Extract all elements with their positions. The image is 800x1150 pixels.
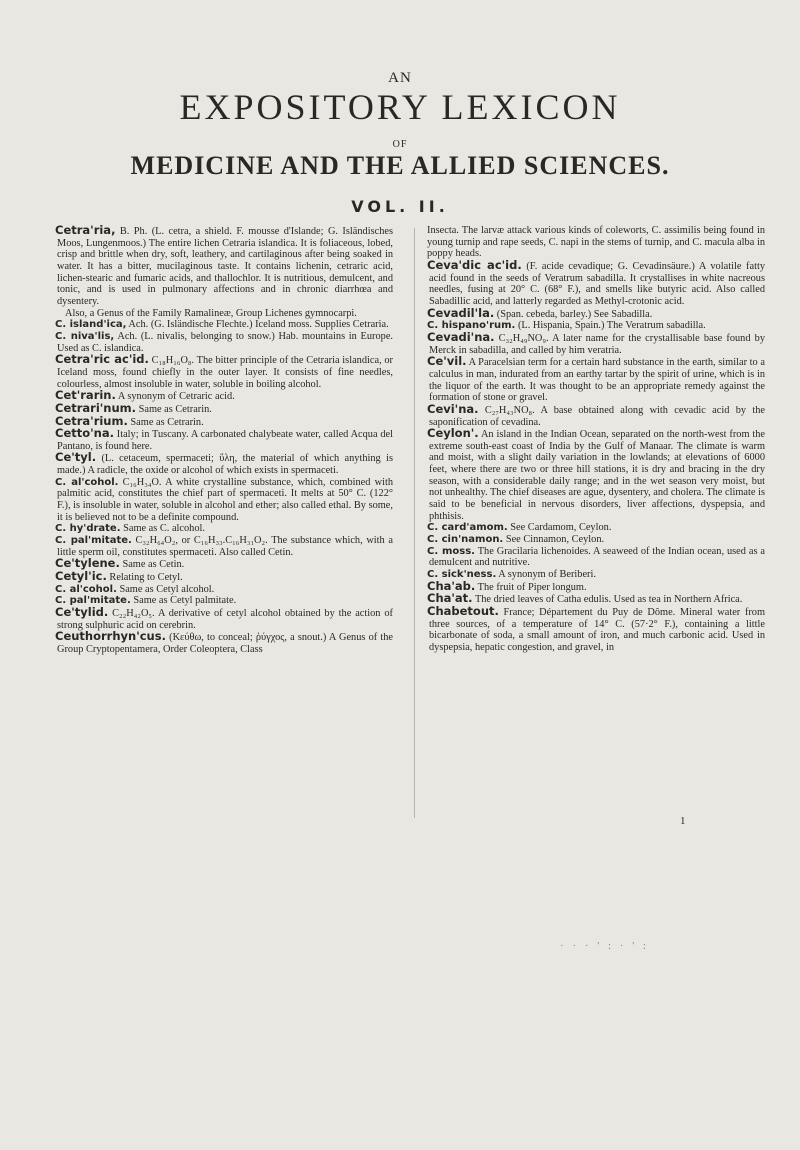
dictionary-entry xyxy=(427,225,765,260)
header-of: OF xyxy=(392,139,408,150)
entry-text: C₃₂H₄₉NO₉. A later name for the crystallisable base found by Merck in sabadilla, and called by him veratria. xyxy=(429,332,765,356)
entry-text: A synonym of Cetraric acid. xyxy=(115,391,235,403)
entry-headword: Cevi'na. xyxy=(427,401,479,416)
dictionary-entry xyxy=(427,356,765,404)
entry-subheadword: C. cin'namon. xyxy=(427,534,504,546)
entry-text: The Gracilaria lichenoides. A seaweed of the Indian ocean, used as a demulcent and nutritive. xyxy=(429,545,765,569)
dictionary-entry xyxy=(55,607,393,631)
header-an: AN xyxy=(388,70,412,86)
entry-headword: Cetra'ric ac'id. xyxy=(55,352,149,367)
entry-text: The fruit of Piper longum. xyxy=(475,581,587,593)
entry-headword: Cevadil'la. xyxy=(427,305,495,320)
entry-subheadword: C. hy'drate. xyxy=(55,523,121,535)
entry-headword: Ceva'dic ac'id. xyxy=(427,257,522,272)
entry-headword: Cha'ab. xyxy=(427,578,476,593)
entry-text: Same as Cetyl alcohol. xyxy=(116,583,215,595)
dictionary-entry xyxy=(427,401,765,428)
entry-text: Same as Cetyl palmitate. xyxy=(130,595,237,607)
entry-headword: Cetyl'ic. xyxy=(55,569,107,584)
right-column xyxy=(427,225,765,654)
entry-text: Ach. (G. Isländische Flechte.) Iceland moss. Supplies Cetraria. xyxy=(126,319,389,331)
dictionary-entry xyxy=(427,305,765,321)
entry-text: (F. acide cevadique; G. Cevadinsäure.) A volatile fatty acid found in the seeds of Veratrum sabadilla. It crystallises in white nacreous needles, fusing at 20° C. (68° F.), and smells like butyric acid. Also called Sabadillic acid, and latterly regarded as Methyl-crotonic acid. xyxy=(429,260,765,307)
entry-headword: Cetra'ria, xyxy=(55,223,116,237)
entry-text: Italy; in Tuscany. A carbonated chalybeate water, called Acqua del Pantano, is found here. xyxy=(57,429,393,452)
stray-marks: · · · ' : · ' : xyxy=(560,940,649,952)
entry-headword: Cetrari'num. xyxy=(55,400,137,415)
volume-label: VOL. II. xyxy=(351,197,449,216)
dictionary-entry xyxy=(55,319,393,331)
dictionary-entry xyxy=(55,523,393,535)
entry-text: Relating to Cetyl. xyxy=(106,572,183,584)
left-column xyxy=(55,225,393,656)
entry-subheadword: C. niva'lis, xyxy=(55,330,115,342)
entry-text: Same as Cetin. xyxy=(119,559,185,571)
entry-text: Ach. (L. nivalis, belonging to snow.) Hab. mountains in Europe. Used as C. islandica. xyxy=(57,330,393,354)
entry-text: The dried leaves of Catha edulis. Used as tea in Northern Africa. xyxy=(472,594,743,606)
dictionary-entry xyxy=(427,257,765,308)
entry-text: C₃₂H₆₄O₂, or C₁₆H₃₃.C₁₆H₃₁O₂. The substance which, with a little sperm oil, constitutes spermaceti. Also called Cetin. xyxy=(57,535,393,558)
entry-text: An island in the Indian Ocean, separated on the north-west from the extreme south-east coast of India by the Gulf of Manaar. The climate is warm and moist, with a slight daily variation in the lowlands; at elevations of 6000 feet, where there are two or three hill stations, it is dry and bracing in the dry season, with a considerable daily range; and in the wet season very moist, but not unhealthy. The chief diseases are ague, dysentery, and cholera. The climate is said to be beneficial in nervous disorders, liver affections, dyspepsia, and phthisis. xyxy=(429,429,765,522)
entry-headword: Ceuthorrhyn'cus. xyxy=(55,629,166,644)
entry-text: C₂₇H₄₃NO₈. A base obtained along with cevadic acid by the saponification of cevadina. xyxy=(429,404,765,428)
entry-text: (Span. cebeda, barley.) See Sabadilla. xyxy=(494,308,653,320)
entry-subheadword: C. card'amom. xyxy=(427,522,508,534)
entry-text: Insecta. The larvæ attack various kinds of coleworts, C. assimilis being found in young turnip and rape seeds, C. napi in the stems of turnip, and C. macula alba in poppy heads. xyxy=(427,225,765,260)
entry-text: See Cinnamon, Ceylon. xyxy=(503,534,605,546)
dictionary-entry xyxy=(55,584,393,596)
dictionary-entry xyxy=(427,569,765,581)
dictionary-entry xyxy=(55,571,393,584)
dictionary-entry xyxy=(55,308,393,320)
entry-headword: Ce'tylid. xyxy=(55,605,109,619)
dictionary-entry xyxy=(55,452,393,476)
dictionary-entry xyxy=(427,578,765,594)
entry-text: France; Département du Puy de Dôme. Mineral water from three sources, of a temperature of 14° C. (57·2° F.), containing a little bicarbonate of soda, a small amount of iron, and much carbonic acid. Used in dyspepsia, hepatic congestion, and gravel, in xyxy=(429,607,765,653)
entry-subheadword: C. pal'mitate. xyxy=(55,535,132,547)
page-number: 1 xyxy=(680,815,686,827)
entry-headword: Cetra'rium. xyxy=(55,413,128,428)
entry-subheadword: C. al'cohol. xyxy=(55,476,119,488)
entry-subheadword: C. al'cohol. xyxy=(55,583,117,595)
entry-subheadword: C. moss. xyxy=(427,545,475,557)
dictionary-entry xyxy=(427,606,765,654)
entry-text: (L. Hispania, Spain.) The Veratrum sabadilla. xyxy=(515,320,706,332)
dictionary-entry xyxy=(55,331,393,354)
dictionary-entry xyxy=(427,546,765,569)
entry-headword: Ceylon'. xyxy=(427,426,479,441)
dictionary-entry xyxy=(427,534,765,546)
dictionary-entry xyxy=(427,522,765,534)
entry-text: B. Ph. (L. cetra, a shield. F. mousse d'Islande; G. Isländisches Moos, Lungenmoos.) The entire lichen Cetraria islandica. It is foliaceous, lobed, crisp and brittle when dry, soft, leathery, and cartilaginous after being soaked in water. It has a bitter, mucilaginous taste. It contains lichenin, cetraric acid, lichen-stearic and fumaric acids, and thallochlor. It is nutritious, demulcent, and tonic, and is used in pulmonary affections and in chronic diarrhœa and dysentery. xyxy=(57,226,393,307)
entry-text: C₁₆H₃₄O. A white crystalline substance, which, combined with palmitic acid, constitutes the chief part of spermaceti. It melts at 50° C. (122° F.), is insoluble in water, soluble in alcohol and ether; also called ethal. By some, it is believed not to be a definite compound. xyxy=(57,476,393,523)
entry-text: Same as C. alcohol. xyxy=(120,523,205,535)
entry-text: A Paracelsian term for a certain hard substance in the earth, similar to a calculus in man, indurated from an earthy tartar by the spirit of urine, which is in the liquor of the earth. It was thought to be an appropriate remedy against the formation of stone or gravel. xyxy=(429,357,765,404)
entry-headword: Cha'at. xyxy=(427,591,473,606)
entry-text: (Κεύθω, to conceal; ῥύγχος, a snout.) A Genus of the Group Cryptopentamera, Order Coleoptera, Class xyxy=(57,632,393,655)
entry-headword: Cevadi'na. xyxy=(427,329,495,344)
dictionary-entry xyxy=(55,428,393,452)
column-divider xyxy=(414,228,415,818)
entry-text: Also, a Genus of the Family Ramalineæ, Group Lichenes gymnocarpi. xyxy=(65,307,357,319)
entry-headword: Cet'rarin. xyxy=(55,388,116,403)
entry-headword: Ce'tyl. xyxy=(55,450,97,465)
entry-subheadword: C. island'ica, xyxy=(55,319,127,331)
entry-subheadword: C. hispano'rum. xyxy=(427,320,516,332)
entry-headword: Ce'tylene. xyxy=(55,556,120,571)
entry-text: C₁₈H₁₆O₈. The bitter principle of the Cetraria islandica, or Iceland moss, found chiefly in the outer layer. It consists of fine needles, colourless, almost insoluble in water, soluble in boiling alcohol. xyxy=(57,355,394,390)
entry-text: Same as Cetrarin. xyxy=(127,416,204,428)
dictionary-entry xyxy=(55,535,393,558)
header-title: EXPOSITORY LEXICON xyxy=(179,87,621,127)
entry-text: C₂₂H₄₂O₅. A derivative of cetyl alcohol obtained by the action of strong sulphuric acid on cerebrin. xyxy=(57,608,393,631)
entry-headword: Ce'vil. xyxy=(427,354,467,369)
dictionary-entry xyxy=(55,631,393,655)
dictionary-entry xyxy=(427,428,765,522)
entry-subheadword: C. pal'mitate. xyxy=(55,595,131,607)
entry-headword: Chabetout. xyxy=(427,604,499,618)
dictionary-entry xyxy=(55,354,393,390)
entry-text: See Cardamom, Ceylon. xyxy=(507,522,612,534)
entry-text: Same as Cetrarin. xyxy=(136,403,212,415)
entry-text: A synonym of Beriberi. xyxy=(496,569,596,581)
entry-headword: Cetto'na. xyxy=(55,426,114,441)
header-subtitle: MEDICINE AND THE ALLIED SCIENCES. xyxy=(130,151,670,180)
dictionary-entry xyxy=(55,225,393,308)
dictionary-entry xyxy=(427,329,765,356)
dictionary-entry xyxy=(55,477,393,524)
entry-subheadword: C. sick'ness. xyxy=(427,569,497,581)
entry-text: (L. cetaceum, spermaceti; ὕλη, the material of which anything is made.) A radicle, the oxide or alcohol of which exists in spermaceti. xyxy=(57,453,393,477)
